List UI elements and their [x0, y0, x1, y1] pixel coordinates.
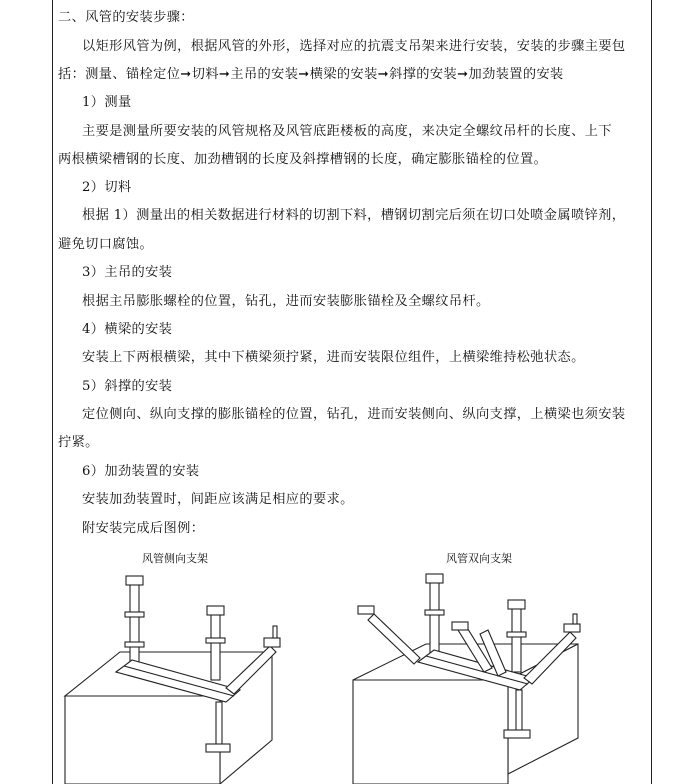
upper-anchor-plate [126, 576, 143, 585]
duct-lateral-support-illustration [60, 568, 350, 784]
right-figure-caption: 风管双向支架 [446, 552, 512, 565]
duct-two-way-support-illustration [348, 568, 648, 784]
step-1-heading: 1）测量 [82, 95, 132, 110]
step-5-heading: 5）斜撑的安装 [82, 379, 173, 394]
duct-front-face [65, 696, 220, 784]
right-brace-anchor [564, 624, 580, 632]
step-5-text-line-1: 定位侧向、纵向支撑的膨胀锚栓的位置，钻孔，进而安装侧向、纵向支撑，上横梁也须安装 [82, 407, 626, 422]
step-6-heading: 6）加劲装置的安装 [82, 464, 200, 479]
step-4-text-line-1: 安装上下两根横梁，其中下横梁须拧紧，进而安装限位组件，上横梁维持松弛状态。 [82, 350, 585, 365]
stiffener-rod [516, 690, 522, 736]
left-brace-anchor [358, 606, 374, 614]
figure-intro: 附安装完成后图例： [82, 521, 205, 536]
lower-anchor-plate [207, 606, 224, 615]
step-5-text-line-2: 拧紧。 [58, 435, 99, 450]
step-6-text-line-1: 安装加劲装置时，间距应该满足相应的要求。 [82, 492, 354, 507]
step-2-text-line-2: 避免切口腐蚀。 [58, 237, 154, 252]
bottom-bracket [206, 744, 230, 752]
intro-text-line-1: 以矩形风管为例，根据风管的外形，选择对应的抗震支吊架来进行安装，安装的步骤主要包 [82, 39, 626, 54]
right-anchor-plate [508, 600, 525, 609]
left-anchor-plate [426, 574, 443, 583]
duct-front-face [353, 680, 508, 784]
step-1-text-line-1: 主要是测量所要安装的风管规格及风管底距楼板的高度，来决定全螺纹吊杆的长度、上下 [82, 124, 612, 139]
step-1-text-line-2: 两根横梁槽钢的长度、加劲槽钢的长度及斜撑槽钢的长度，确定膨胀锚栓的位置。 [58, 152, 548, 167]
intro-text-line-2: 括：测量、锚栓定位➞切料➞主吊的安装➞横梁的安装➞斜撑的安装➞加劲装置的安装 [58, 67, 564, 82]
stiffener-rod [216, 702, 222, 750]
step-3-text-line-1: 根据主吊膨胀螺栓的位置，钻孔，进而安装膨胀锚栓及全螺纹吊杆。 [82, 294, 490, 309]
step-2-text-line-1: 根据 1）测量出的相关数据进行材料的切割下料，槽钢切割完后须在切口处喷金属喷锌剂， [82, 208, 626, 223]
brace-anchor [264, 638, 280, 647]
left-figure-caption: 风管侧向支架 [142, 552, 208, 565]
step-2-heading: 2）切料 [82, 180, 132, 195]
step-4-heading: 4）横梁的安装 [82, 322, 173, 337]
left-diagonal-brace [368, 614, 420, 664]
bottom-bracket [504, 730, 530, 738]
right-threaded-rod [512, 608, 521, 672]
left-threaded-rod [430, 582, 439, 658]
step-3-heading: 3）主吊的安装 [82, 265, 173, 280]
lower-threaded-rod [211, 614, 220, 680]
section-title: 二、风管的安装步骤： [58, 10, 194, 25]
upper-threaded-rod [130, 584, 139, 668]
